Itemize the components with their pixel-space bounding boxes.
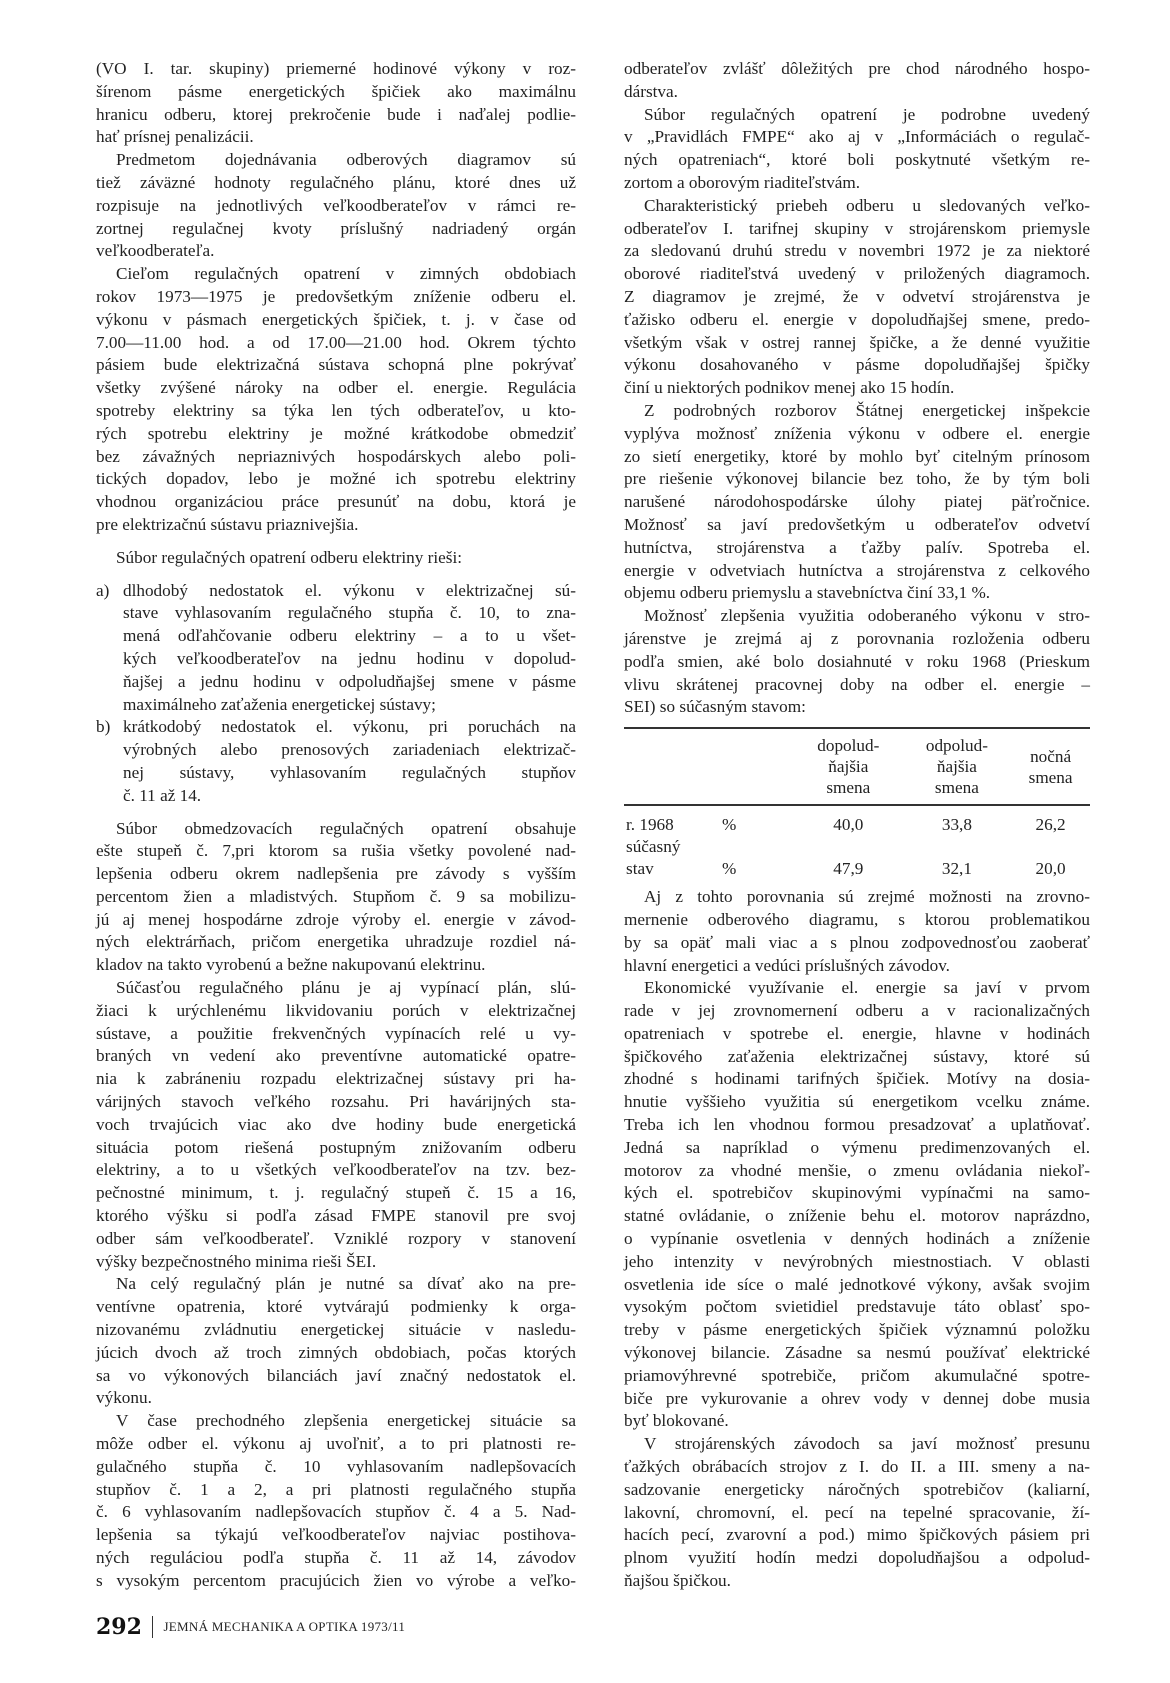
text-line: jú aj menej hospodárne zdroje výroby el. energie v závod- [96, 909, 576, 929]
text-line: by sa opäť mali viac a s plnou zodpovednosťou zaoberať [624, 932, 1090, 952]
text-line: Treba ich len vhodnou formou presadzovať a uplatňovať. [624, 1115, 1090, 1135]
text-line: objemu odberu priemyslu a stavebníctva činí 33,1 %. [624, 583, 991, 603]
table-cell: 26,2 [1035, 815, 1066, 835]
text-line: vlivu skrátenej pracovnej doby na odber el. energie – [624, 674, 1090, 694]
text-line: odberateľov I. tarifnej skupiny v strojárenskom priemysle [624, 218, 1090, 238]
text-line: s vysokým percentom pracujúcich žien vo výrobe a veľko- [96, 1570, 576, 1590]
text-line: o vypínanie osvetlenia v denných hodinách a zníženie [624, 1229, 1090, 1249]
text-line: kých el. spotrebičov skupinovými vypínačmi na samo- [624, 1183, 1090, 1203]
table-header-afternoon-shift: odpolud- ňajšia smena [925, 736, 988, 798]
paragraph-start: Predmetom dojednávania odberových diagramov sú [116, 150, 576, 170]
page-number: 292 [96, 1614, 142, 1640]
table-cell: 32,1 [941, 859, 972, 879]
text-line: byť blokované. [624, 1411, 729, 1431]
list-item-a [96, 580, 576, 717]
text-line: júcich dvoch až troch zimných obdobiach, počas ktorých [96, 1342, 576, 1362]
text-line: výkonovej bilancie. Zásadne sa nesmú používať elektrické [624, 1343, 1090, 1363]
row-unit: % [722, 859, 737, 879]
text-line: vysokým počtom svietidiel predstavuje táto oblasť spo- [624, 1297, 1090, 1317]
row-unit: % [722, 815, 737, 835]
table-row [624, 805, 1090, 836]
text-line: odberateľov zvlášť dôležitých pre chod národného hospo- [624, 59, 1090, 78]
text-line: pre elektrizačnú sústavu priaznivejšia. [96, 514, 359, 534]
text-line: všetky zvýšené nároky na odber el. energie. Regulácia [96, 378, 576, 398]
text-line: zo sietí energetiky, ktoré by mohlo byť citelným prínosom [624, 446, 1090, 466]
text-line: rých spotrebu elektriny je možné krátkodobe obmedziť [96, 423, 576, 443]
text-line: biče pre vykurovanie a ohrev vody v dennej dobe musia [624, 1388, 1090, 1408]
table-row [624, 836, 1090, 880]
text-line: várijných stavoch veľkého rozsahu. Pri havárijných sta- [96, 1092, 576, 1112]
text-line: SEI) so súčasným stavom: [624, 697, 806, 717]
text-line: špičkového zaťaženia elektrizačnej sústavy, ktoré sú [624, 1046, 1090, 1066]
text-line: výrobných alebo prenosových zariadeniach elektrizač- [123, 740, 576, 760]
journal-title: JEMNÁ MECHANIKA A OPTIKA 1973/11 [163, 1619, 406, 1634]
paragraph-start: Aj z tohto porovnania sú zrejmé možnosti na zrovno- [644, 887, 1090, 907]
text-line: kladov na takto vyrobenú a bežne nakupovanú elektrinu. [96, 955, 486, 975]
text-line: stupňov č. 1 a 2, a pri platnosti regulačného stupňa [96, 1479, 576, 1499]
text-line: braných vn vedení ako preventívne automatické opatre- [96, 1046, 576, 1066]
text-line: Z diagramov je zrejmé, že v odvetví strojárenstva je [624, 286, 1090, 306]
text-line: zortom a oborovým riaditeľstvám. [624, 172, 861, 192]
text-line: (VO I. tar. skupiny) priemerné hodinové výkony v roz- [96, 59, 576, 78]
text-line: nej sústavy, vyhlasovaním regulačných stupňov [123, 762, 576, 782]
text-line: žiaci k urýchlenému likvidovaniu porúch v elektrizačnej [96, 1000, 576, 1020]
text-line: jeho intenzity v nevýrobných miestnostiach. V oblasti [624, 1251, 1090, 1271]
text-line: pre riešenie výkonovej bilancie bez toho, že by tým boli [624, 469, 1090, 489]
text-line: kých veľkoodberateľov na jednu hodinu v dopolud- [123, 648, 576, 668]
table-header-row [624, 728, 1090, 805]
text-line: ňajšej a jednu hodinu v odpoludňajšej smene v pásme [123, 671, 576, 691]
text-line: hať prísnej penalizácii. [96, 127, 254, 147]
text-line: pečnostné minimum, t. j. regulačný stupeň č. 15 a 16, [96, 1183, 576, 1203]
text-line: hutníctva, strojárenstva a ťažby palív. Spotreba el. [624, 537, 1090, 557]
text-line: plnom využití hodín medzi dopoludňajšou a odpolud- [624, 1548, 1090, 1568]
text-line: maximálneho zaťaženia energetickej sústavy; [123, 694, 436, 714]
text-line: spotreby elektriny sa týka len tých odberateľov, u kto- [96, 400, 576, 420]
text-line: všetkým však v ostrej rannej špičke, a že denné využitie [624, 332, 1090, 352]
paragraph-start: Z podrobných rozborov Štátnej energetickej inšpekcie [644, 400, 1090, 420]
text-line: výkonu v pásmach energetických špičiek, t. j. v čase od [96, 309, 576, 329]
list-label: a) [96, 580, 110, 600]
text-line: ných opatreniach“, ktoré boli poskytnuté všetkým re- [624, 150, 1090, 170]
text-line: hacích pecí, zvarovní a pod.) mimo špičkových pásiem pri [624, 1525, 1090, 1545]
row-label: r. 1968 [626, 815, 674, 835]
text-line: priamovýhrevné spotrebiče, pričom akumulačné spotre- [624, 1365, 1090, 1385]
shift-comparison-table [624, 727, 1090, 880]
list-item-b [96, 716, 576, 807]
row-label: súčasný stav [626, 837, 681, 879]
text-line: narušené národohospodárske úlohy piatej päťročnice. [624, 492, 1090, 512]
text-line: sústave, a použitie frekvenčných vypínacích relé u vy- [96, 1023, 576, 1043]
text-line: veľkoodberateľa. [96, 241, 215, 261]
text-line: nia k zabráneniu rozpadu elektrizačnej sústavy pri ha- [96, 1069, 576, 1089]
text-line: mernenie odberového diagramu, s ktorou problematikou [624, 909, 1090, 929]
text-line: výšky bezpečnostného minima rieši ŠEI. [96, 1251, 377, 1271]
text-line: statné ovládanie, o zníženie behu el. motorov naprázdno, [624, 1206, 1090, 1226]
text-line: mená odľahčovanie odberu elektriny – a to u všet- [123, 626, 576, 646]
paragraph-start: Cieľom regulačných opatrení v zimných obdobiach [116, 264, 576, 284]
footer-divider [152, 1616, 154, 1638]
text-line: ňajšou špičkou. [624, 1571, 731, 1591]
text-line: ešte stupeň č. 7,pri ktorom sa rušia všetky povolené nad- [96, 841, 576, 861]
text-line: za sledovanú druhú stredu v novembri 1972 je za niektoré [624, 241, 1090, 261]
text-line: sadzovanie energeticky náročných spotrebičov (kaliarní, [624, 1479, 1090, 1499]
paragraph-start: Súbor obmedzovacích regulačných opatrení obsahuje [116, 818, 576, 838]
text-line: pásiem bude elektrizačná sústava schopná plne pokrývať [96, 355, 576, 375]
text-line: situácia potom riešená postupným znižovaním odberu [96, 1137, 576, 1157]
text-line: odber sám veľkoodberateľ. Vzniklé rozpory v stanovení [96, 1228, 576, 1248]
text-line: energie v odvetviach hutníctva a strojárenstva z celkového [624, 560, 1090, 580]
paragraph-start: Možnosť zlepšenia využitia odoberaného výkonu v stro- [644, 606, 1090, 626]
text-line: percentom žien a mladistvých. Stupňom č. 9 sa mobilizu- [96, 886, 576, 906]
text-line: rade v jej zrovnomernení odberu a v racionalizačných [624, 1001, 1090, 1021]
text-line: ťažisko odberu el. energie v dopoludňajšej smene, predo- [624, 309, 1090, 329]
table-header-empty [624, 728, 720, 805]
left-column [96, 58, 576, 1593]
text-line: hnutie vyššieho využitia sú energetikom vcelku známe. [624, 1092, 1090, 1112]
text-line: Jedná sa napríklad o výmenu predimenzovaných el. [624, 1137, 1090, 1157]
text-line: ných reguláciou podľa stupňa č. 11 až 14, závodov [96, 1548, 576, 1567]
paragraph-start: Ekonomické využívanie el. energie sa javí v prvom [644, 978, 1090, 998]
text-line: hranicu odberu, ktorej prekročenie bude i naďalej podlie- [96, 104, 576, 124]
text-line: podľa smien, aké bolo dosiahnuté v roku 1968 (Prieskum [624, 651, 1090, 671]
text-line: sa vo výkonových bilanciách javí značný nedostatok el. [96, 1365, 576, 1385]
right-column [624, 58, 1090, 1593]
table-cell: 40,0 [833, 815, 864, 835]
paragraph-start: Súčasťou regulačného plánu je aj vypínací plán, slú- [116, 978, 576, 998]
text-line: vhodnou organizáciou práce presunúť na dobu, ktorá je [96, 492, 576, 512]
text-line: v „Pravidlách FMPE“ ako aj v „Informáciách o regulač- [624, 127, 1090, 147]
text-line: voch trvajúcich viac ako dve hodiny bude energetická [96, 1114, 576, 1134]
text-line: výkonu. [96, 1388, 152, 1408]
list-label: b) [96, 717, 111, 737]
text-line: gulačného stupňa č. 10 vyhlasovaním nadlepšovacích [96, 1456, 576, 1476]
text-line: motorov za vhodné menšie, o zmenu ovládania niekoľ- [624, 1160, 1090, 1180]
text-line: Možnosť sa javí predovšetkým u odberateľov odvetví [624, 514, 1090, 534]
text-line: výkonu dosahovaného v pásme dopoludňajšej špičky [624, 355, 1090, 375]
text-line: b) krátkodobý nedostatok el. výkonu, pri poruchách na [96, 716, 576, 739]
text-line: oborové riaditeľstvá uvedený v priložených diagramoch. [624, 264, 1090, 284]
text-line: elektriny, a to u všetkých veľkoodberateľov na tzv. bez- [96, 1160, 576, 1180]
table-header-empty [720, 728, 794, 805]
text-line: činí u niektorých podnikov menej ako 15 hodín. [624, 378, 955, 398]
text-line: ventívne opatrenia, ktoré vytvárajú podmienky k orga- [96, 1297, 576, 1317]
table-header-morning-shift: dopolud- ňajšia smena [817, 736, 880, 798]
text-line: a) dlhodobý nedostatok el. výkonu v elektrizačnej sú- [96, 580, 576, 603]
text-line: lepšenia odberu okrem nadlepšenia pre závody s vyšším [96, 864, 576, 884]
table-header-night-shift: nočná smena [1028, 746, 1073, 787]
text-line: rozpisuje na jednotlivých veľkoodberateľov v rámci re- [96, 195, 576, 215]
table-cell: 20,0 [1035, 859, 1066, 879]
text-line: zhodné s hodinami tarifných špičiek. Motívy na dosia- [624, 1069, 1090, 1089]
text-line: ťažkých obrábacích strojov z I. do II. a III. smeny a na- [624, 1457, 1090, 1477]
page-footer [96, 1614, 405, 1640]
paragraph-start: Súbor regulačných opatrení je podrobne uvedený [644, 104, 1090, 124]
text-line: rokov 1973—1975 je predovšetkým zníženie odberu el. [96, 286, 576, 306]
text-line: treby v pásme energetických špičiek významnú položku [624, 1320, 1090, 1340]
list-intro: Súbor regulačných opatrení odberu elektriny rieši: [116, 547, 463, 567]
text-line: lepšenia sa týkajú veľkoodberateľov najviac postihova- [96, 1525, 576, 1545]
text-line: tiež záväzné hodnoty regulačného plánu, ktoré dnes už [96, 172, 576, 192]
table-cell: 33,8 [941, 815, 972, 835]
text-line: môže odber el. výkonu aj uvoľniť, a to pri platnosti re- [96, 1434, 576, 1454]
text-line: dárstva. [624, 81, 678, 101]
text-line: stave vyhlasovaním regulačného stupňa č. 10, to zna- [123, 603, 576, 623]
paragraph-start: V čase prechodného zlepšenia energetickej situácie sa [116, 1411, 576, 1431]
text-line: lakovní, chromovní, el. pecí na tepelné spracovanie, ží- [624, 1502, 1090, 1522]
text-line: bez závažných nepriaznivých hospodárskych alebo poli- [96, 446, 576, 466]
text-line: č. 6 vyhlasovaním nadlepšovacích stupňov č. 4 a 5. Nad- [96, 1502, 576, 1522]
text-line: tických dopadov, lebo je možné ich spotrebu elektriny [96, 469, 576, 489]
text-line: opatreniach v spotrebe el. energie, hlavne v hodinách [624, 1023, 1090, 1043]
table-cell: 47,9 [833, 859, 864, 879]
text-line: vyplýva možnosť zníženia výkonu v odbere el. energie [624, 423, 1090, 443]
text-line: zortnej regulačnej kvoty príslušný nadriadený orgán [96, 218, 576, 238]
paragraph-start: V strojárenských závodoch sa javí možnosť presunu [644, 1434, 1090, 1454]
text-line: č. 11 až 14. [123, 785, 202, 805]
paragraph-start: Na celý regulačný plán je nutné sa dívať ako na pre- [116, 1274, 576, 1294]
text-line: járenstve je zrejmá aj z porovnania rozloženia odberu [624, 628, 1090, 648]
text-line: nizovanému zvládnutiu energetickej situácie v nasledu- [96, 1320, 576, 1340]
text-line: šírenom pásme energetických špičiek ako maximálnu [96, 81, 576, 101]
text-line: hlavní energetici a vedúci príslušných závodov. [624, 955, 950, 975]
text-line: osvetlenia ide síce o malé jednotkové výkony, avšak svojim [624, 1274, 1090, 1294]
text-line: ktorého výšku si podľa zásad FMPE stanovil pre svoj [96, 1206, 576, 1226]
text-line: 7.00—11.00 hod. a od 17.00—21.00 hod. Okrem týchto [96, 332, 576, 352]
paragraph-start: Charakteristický priebeh odberu u sledovaných veľko- [644, 195, 1090, 215]
text-line: ných elektrárňach, pričom energetika uhradzuje rozdiel ná- [96, 932, 576, 952]
